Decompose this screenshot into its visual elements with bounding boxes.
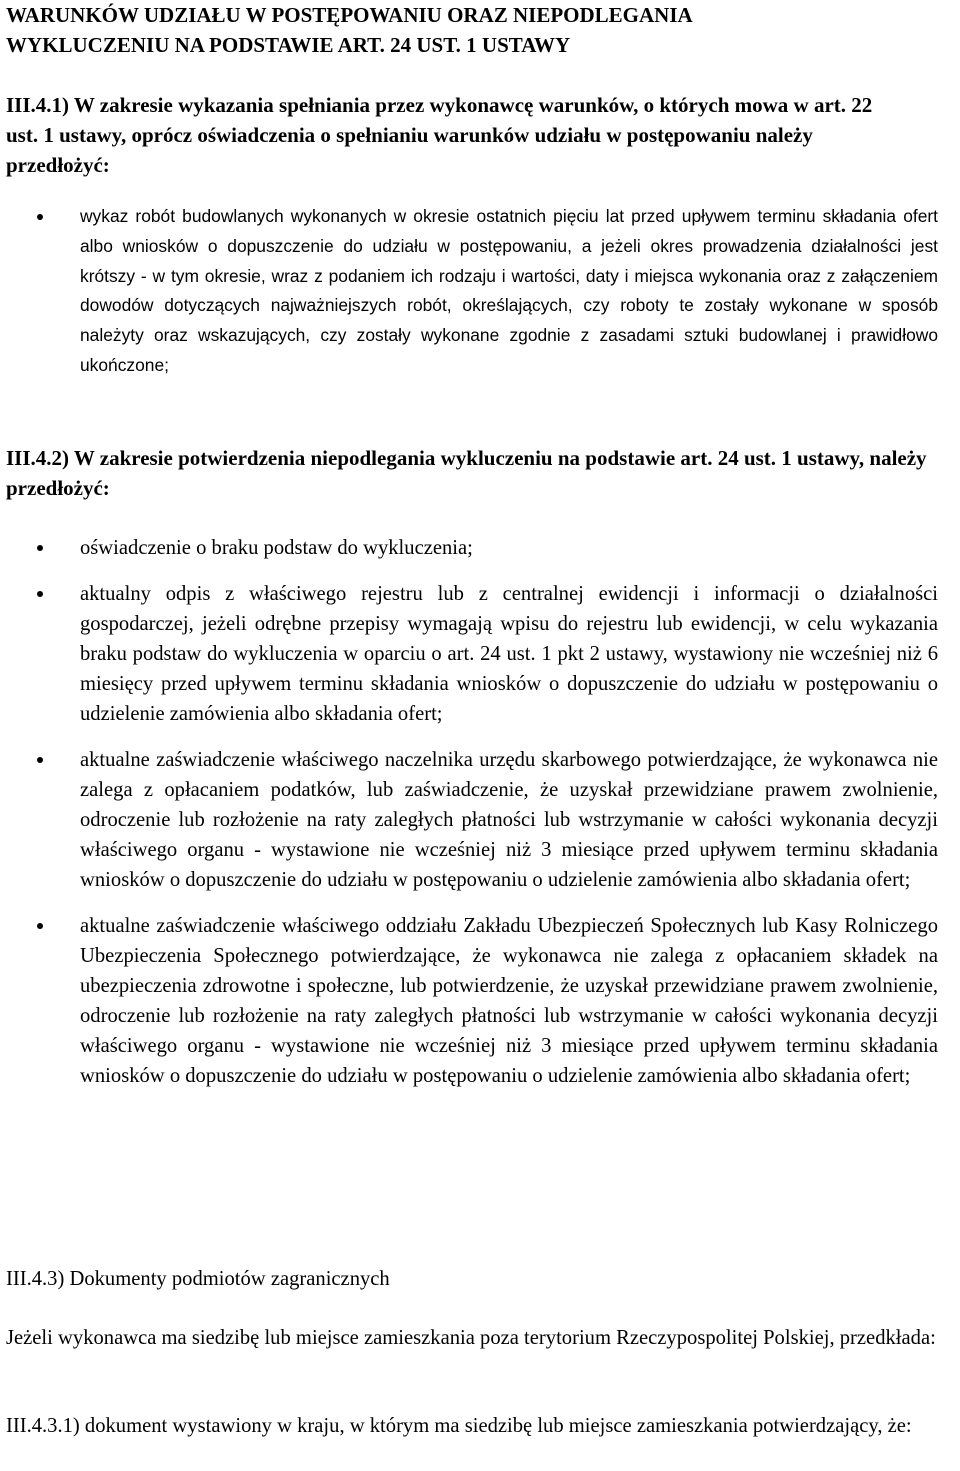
list-item-text: aktualne zaświadczenie właściwego naczelnika urzędu skarbowego potwierdzające, że wykonawca nie zalega z opłacaniem podatków, lub zaświadczenie, że uzyskał przewidziane prawem zwolnienie, odroczenie lub rozłożenie na raty zaległych płatności lub wstrzymanie w całości wykonania decyzji właściwego organu - wystawione nie wcześniej niż 3 miesiące przed upływem terminu składania wniosków o dopuszczenie do udziału w postępowaniu o udzielenie zamówienia albo składania ofert; <box>80 749 938 891</box>
bullet-icon <box>37 545 43 551</box>
section-iii-4-2-list <box>0 533 938 1091</box>
heading-line-1: WARUNKÓW UDZIAŁU W POSTĘPOWANIU ORAZ NIEPODLEGANIA <box>6 3 693 27</box>
bullet-icon <box>37 757 43 763</box>
list-item <box>0 202 938 381</box>
list-item <box>0 579 938 729</box>
list-item-text: aktualne zaświadczenie właściwego oddziału Zakładu Ubezpieczeń Społecznych lub Kasy Rolniczego Ubezpieczenia Społecznego potwierdzające, że wykonawca nie zalega z opłacaniem składek na ubezpieczenia zdrowotne i społeczne, lub potwierdzenie, że uzyskał przewidziane prawem zwolnienie, odroczenie lub rozłożenie na raty zaległych płatności lub wstrzymanie w całości wykonania decyzji właściwego organu - wystawione nie wcześniej niż 3 miesiące przed upływem terminu składania wniosków o dopuszczenie do udziału w postępowaniu o udzielenie zamówienia albo składania ofert; <box>80 915 938 1087</box>
section-iii-4-3-1-paragraph: III.4.3.1) dokument wystawiony w kraju, w którym ma siedzibę lub miejsce zamieszkania potwierdzający, że: <box>6 1415 912 1437</box>
section-iii-4-1-heading: III.4.1) W zakresie wykazania spełniania przez wykonawcę warunków, o których mowa w art. 22 ust. 1 ustawy, oprócz oświadczenia o spełnianiu warunków udziału w postępowaniu należy przedłożyć: <box>6 93 873 177</box>
list-item-text: aktualny odpis z właściwego rejestru lub z centralnej ewidencji i informacji o działalności gospodarczej, jeżeli odrębne przepisy wymagają wpisu do rejestru lub ewidencji, w celu wykazania braku podstaw do wykluczenia w oparciu o art. 24 ust. 1 pkt 2 ustawy, wystawiony nie wcześniej niż 6 miesięcy przed upływem terminu składania wniosków o dopuszczenie do udziału w postępowaniu o udzielenie zamówienia albo składania ofert; <box>80 583 938 725</box>
list-item-text: oświadczenie o braku podstaw do wykluczenia; <box>80 537 473 559</box>
list-item <box>0 533 938 563</box>
section-iii-4-3-paragraph: Jeżeli wykonawca ma siedzibę lub miejsce zamieszkania poza terytorium Rzeczypospolitej Polskiej, przedkłada: <box>6 1327 936 1349</box>
list-item <box>0 911 938 1091</box>
bullet-icon <box>37 214 43 220</box>
document-heading <box>6 0 946 60</box>
list-item-text: wykaz robót budowlanych wykonanych w okresie ostatnich pięciu lat przed upływem terminu składania ofert albo wniosków o dopuszczenie do udziału w postępowaniu, a jeżeli okres prowadzenia działalności jest krótszy - w tym okresie, wraz z podaniem ich rodzaju i wartości, daty i miejsca wykonania oraz z załączeniem dowodów dotyczących najważniejszych robót, określających, czy roboty te zostały wykonane w sposób należyty oraz wskazujących, czy zostały wykonane zgodnie z zasadami sztuki budowlanej i prawidłowo ukończone; <box>80 206 938 375</box>
list-item <box>0 745 938 895</box>
bullet-icon <box>37 923 43 929</box>
section-iii-4-2-heading: III.4.2) W zakresie potwierdzenia niepodlegania wykluczeniu na podstawie art. 24 ust. 1 ustawy, należy przedłożyć: <box>6 446 927 500</box>
section-iii-4-1-list <box>0 202 938 381</box>
bullet-icon <box>37 591 43 597</box>
heading-line-2: WYKLUCZENIU NA PODSTAWIE ART. 24 UST. 1 USTAWY <box>6 33 571 57</box>
section-iii-4-3-title: III.4.3) Dokumenty podmiotów zagranicznych <box>6 1268 390 1290</box>
